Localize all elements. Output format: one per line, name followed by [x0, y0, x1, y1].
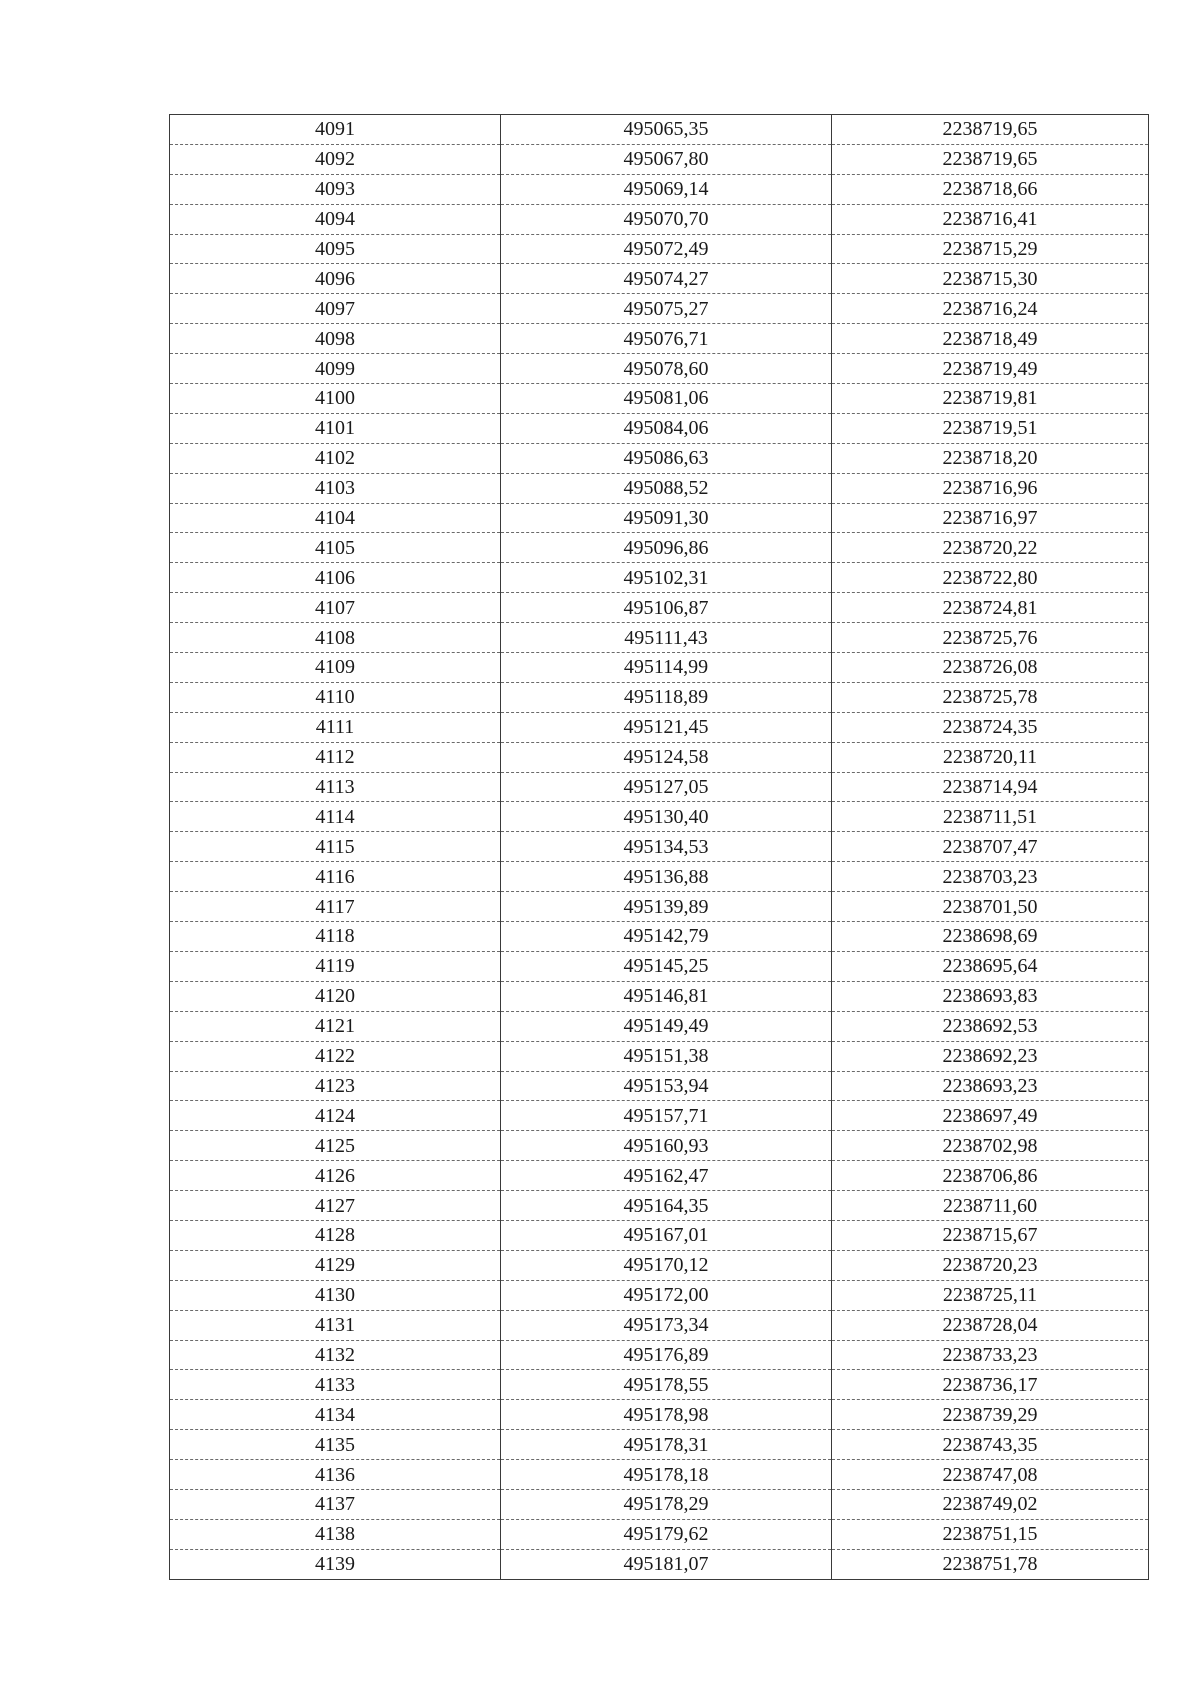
y-coordinate-cell: 2238703,23 — [832, 862, 1149, 892]
point-number-cell: 4122 — [170, 1041, 501, 1071]
x-coordinate-cell: 495178,31 — [501, 1430, 832, 1460]
table-row — [170, 354, 1149, 384]
point-number-cell: 4115 — [170, 832, 501, 862]
x-coordinate-cell: 495178,18 — [501, 1460, 832, 1490]
x-coordinate-cell: 495134,53 — [501, 832, 832, 862]
x-coordinate-cell: 495178,98 — [501, 1400, 832, 1430]
table-row — [170, 1041, 1149, 1071]
point-number-cell: 4105 — [170, 533, 501, 563]
x-coordinate-cell: 495127,05 — [501, 772, 832, 802]
x-coordinate-cell: 495142,79 — [501, 922, 832, 952]
y-coordinate-cell: 2238749,02 — [832, 1489, 1149, 1519]
point-number-cell: 4097 — [170, 294, 501, 324]
x-coordinate-cell: 495145,25 — [501, 951, 832, 981]
point-number-cell: 4138 — [170, 1519, 501, 1549]
y-coordinate-cell: 2238718,66 — [832, 174, 1149, 204]
y-coordinate-cell: 2238719,49 — [832, 354, 1149, 384]
point-number-cell: 4099 — [170, 354, 501, 384]
y-coordinate-cell: 2238726,08 — [832, 653, 1149, 683]
y-coordinate-cell: 2238715,30 — [832, 264, 1149, 294]
x-coordinate-cell: 495139,89 — [501, 892, 832, 922]
y-coordinate-cell: 2238693,83 — [832, 981, 1149, 1011]
y-coordinate-cell: 2238728,04 — [832, 1310, 1149, 1340]
y-coordinate-cell: 2238719,51 — [832, 413, 1149, 443]
point-number-cell: 4112 — [170, 742, 501, 772]
table-row — [170, 1310, 1149, 1340]
y-coordinate-cell: 2238702,98 — [832, 1131, 1149, 1161]
table-row — [170, 653, 1149, 683]
table-row — [170, 324, 1149, 354]
table-row — [170, 384, 1149, 414]
y-coordinate-cell: 2238715,67 — [832, 1220, 1149, 1250]
table-row — [170, 1131, 1149, 1161]
table-row — [170, 473, 1149, 503]
x-coordinate-cell: 495091,30 — [501, 503, 832, 533]
y-coordinate-cell: 2238720,23 — [832, 1250, 1149, 1280]
point-number-cell: 4137 — [170, 1489, 501, 1519]
x-coordinate-cell: 495076,71 — [501, 324, 832, 354]
point-number-cell: 4117 — [170, 892, 501, 922]
table-row — [170, 862, 1149, 892]
point-number-cell: 4116 — [170, 862, 501, 892]
x-coordinate-cell: 495179,62 — [501, 1519, 832, 1549]
table-row — [170, 264, 1149, 294]
x-coordinate-cell: 495172,00 — [501, 1280, 832, 1310]
x-coordinate-cell: 495167,01 — [501, 1220, 832, 1250]
point-number-cell: 4139 — [170, 1549, 501, 1579]
x-coordinate-cell: 495114,99 — [501, 653, 832, 683]
x-coordinate-cell: 495124,58 — [501, 742, 832, 772]
y-coordinate-cell: 2238711,60 — [832, 1191, 1149, 1221]
x-coordinate-cell: 495178,55 — [501, 1370, 832, 1400]
table-row — [170, 1071, 1149, 1101]
point-number-cell: 4114 — [170, 802, 501, 832]
y-coordinate-cell: 2238716,96 — [832, 473, 1149, 503]
x-coordinate-cell: 495070,70 — [501, 204, 832, 234]
point-number-cell: 4094 — [170, 204, 501, 234]
x-coordinate-cell: 495088,52 — [501, 473, 832, 503]
y-coordinate-cell: 2238725,78 — [832, 682, 1149, 712]
y-coordinate-cell: 2238719,65 — [832, 115, 1149, 145]
table-row — [170, 443, 1149, 473]
y-coordinate-cell: 2238707,47 — [832, 832, 1149, 862]
table-row — [170, 1370, 1149, 1400]
table-row — [170, 1340, 1149, 1370]
x-coordinate-cell: 495151,38 — [501, 1041, 832, 1071]
table-row — [170, 1250, 1149, 1280]
x-coordinate-cell: 495072,49 — [501, 234, 832, 264]
table-row — [170, 1280, 1149, 1310]
x-coordinate-cell: 495146,81 — [501, 981, 832, 1011]
y-coordinate-cell: 2238739,29 — [832, 1400, 1149, 1430]
point-number-cell: 4098 — [170, 324, 501, 354]
x-coordinate-cell: 495173,34 — [501, 1310, 832, 1340]
y-coordinate-cell: 2238711,51 — [832, 802, 1149, 832]
y-coordinate-cell: 2238693,23 — [832, 1071, 1149, 1101]
table-row — [170, 593, 1149, 623]
y-coordinate-cell: 2238716,24 — [832, 294, 1149, 324]
table-row — [170, 174, 1149, 204]
point-number-cell: 4096 — [170, 264, 501, 294]
y-coordinate-cell: 2238695,64 — [832, 951, 1149, 981]
point-number-cell: 4100 — [170, 384, 501, 414]
y-coordinate-cell: 2238716,41 — [832, 204, 1149, 234]
table-row — [170, 533, 1149, 563]
y-coordinate-cell: 2238718,20 — [832, 443, 1149, 473]
coordinates-table — [169, 114, 1149, 1580]
point-number-cell: 4129 — [170, 1250, 501, 1280]
x-coordinate-cell: 495065,35 — [501, 115, 832, 145]
table-row — [170, 1220, 1149, 1250]
y-coordinate-cell: 2238743,35 — [832, 1430, 1149, 1460]
table-row — [170, 712, 1149, 742]
y-coordinate-cell: 2238718,49 — [832, 324, 1149, 354]
x-coordinate-cell: 495153,94 — [501, 1071, 832, 1101]
y-coordinate-cell: 2238714,94 — [832, 772, 1149, 802]
x-coordinate-cell: 495096,86 — [501, 533, 832, 563]
point-number-cell: 4134 — [170, 1400, 501, 1430]
x-coordinate-cell: 495162,47 — [501, 1161, 832, 1191]
point-number-cell: 4107 — [170, 593, 501, 623]
x-coordinate-cell: 495106,87 — [501, 593, 832, 623]
point-number-cell: 4123 — [170, 1071, 501, 1101]
x-coordinate-cell: 495067,80 — [501, 144, 832, 174]
table-row — [170, 234, 1149, 264]
x-coordinate-cell: 495081,06 — [501, 384, 832, 414]
point-number-cell: 4103 — [170, 473, 501, 503]
x-coordinate-cell: 495118,89 — [501, 682, 832, 712]
point-number-cell: 4113 — [170, 772, 501, 802]
table-row — [170, 1191, 1149, 1221]
table-row — [170, 563, 1149, 593]
point-number-cell: 4135 — [170, 1430, 501, 1460]
point-number-cell: 4118 — [170, 922, 501, 952]
x-coordinate-cell: 495102,31 — [501, 563, 832, 593]
y-coordinate-cell: 2238720,11 — [832, 742, 1149, 772]
point-number-cell: 4131 — [170, 1310, 501, 1340]
x-coordinate-cell: 495178,29 — [501, 1489, 832, 1519]
table-row — [170, 204, 1149, 234]
x-coordinate-cell: 495078,60 — [501, 354, 832, 384]
point-number-cell: 4102 — [170, 443, 501, 473]
table-row — [170, 772, 1149, 802]
point-number-cell: 4108 — [170, 623, 501, 653]
x-coordinate-cell: 495084,06 — [501, 413, 832, 443]
point-number-cell: 4126 — [170, 1161, 501, 1191]
y-coordinate-cell: 2238733,23 — [832, 1340, 1149, 1370]
point-number-cell: 4110 — [170, 682, 501, 712]
y-coordinate-cell: 2238725,76 — [832, 623, 1149, 653]
table-row — [170, 1011, 1149, 1041]
y-coordinate-cell: 2238692,53 — [832, 1011, 1149, 1041]
point-number-cell: 4136 — [170, 1460, 501, 1490]
y-coordinate-cell: 2238698,69 — [832, 922, 1149, 952]
table-row — [170, 802, 1149, 832]
table-row — [170, 981, 1149, 1011]
point-number-cell: 4104 — [170, 503, 501, 533]
point-number-cell: 4091 — [170, 115, 501, 145]
x-coordinate-cell: 495136,88 — [501, 862, 832, 892]
y-coordinate-cell: 2238725,11 — [832, 1280, 1149, 1310]
point-number-cell: 4130 — [170, 1280, 501, 1310]
y-coordinate-cell: 2238701,50 — [832, 892, 1149, 922]
y-coordinate-cell: 2238722,80 — [832, 563, 1149, 593]
table-row — [170, 832, 1149, 862]
x-coordinate-cell: 495164,35 — [501, 1191, 832, 1221]
y-coordinate-cell: 2238715,29 — [832, 234, 1149, 264]
y-coordinate-cell: 2238751,15 — [832, 1519, 1149, 1549]
x-coordinate-cell: 495157,71 — [501, 1101, 832, 1131]
y-coordinate-cell: 2238720,22 — [832, 533, 1149, 563]
point-number-cell: 4120 — [170, 981, 501, 1011]
point-number-cell: 4127 — [170, 1191, 501, 1221]
table-row — [170, 892, 1149, 922]
table-row — [170, 922, 1149, 952]
table-row — [170, 1161, 1149, 1191]
point-number-cell: 4124 — [170, 1101, 501, 1131]
point-number-cell: 4101 — [170, 413, 501, 443]
table-row — [170, 503, 1149, 533]
x-coordinate-cell: 495069,14 — [501, 174, 832, 204]
y-coordinate-cell: 2238716,97 — [832, 503, 1149, 533]
y-coordinate-cell: 2238724,81 — [832, 593, 1149, 623]
table-row — [170, 951, 1149, 981]
x-coordinate-cell: 495130,40 — [501, 802, 832, 832]
x-coordinate-cell: 495086,63 — [501, 443, 832, 473]
point-number-cell: 4119 — [170, 951, 501, 981]
table-row — [170, 1101, 1149, 1131]
table-row — [170, 1460, 1149, 1490]
y-coordinate-cell: 2238736,17 — [832, 1370, 1149, 1400]
point-number-cell: 4092 — [170, 144, 501, 174]
point-number-cell: 4106 — [170, 563, 501, 593]
x-coordinate-cell: 495111,43 — [501, 623, 832, 653]
table-row — [170, 115, 1149, 145]
table-row — [170, 294, 1149, 324]
coordinates-table-body — [170, 115, 1149, 1580]
table-row — [170, 1430, 1149, 1460]
point-number-cell: 4132 — [170, 1340, 501, 1370]
y-coordinate-cell: 2238724,35 — [832, 712, 1149, 742]
table-row — [170, 144, 1149, 174]
x-coordinate-cell: 495181,07 — [501, 1549, 832, 1579]
table-row — [170, 1549, 1149, 1579]
y-coordinate-cell: 2238706,86 — [832, 1161, 1149, 1191]
point-number-cell: 4125 — [170, 1131, 501, 1161]
point-number-cell: 4111 — [170, 712, 501, 742]
point-number-cell: 4093 — [170, 174, 501, 204]
x-coordinate-cell: 495149,49 — [501, 1011, 832, 1041]
x-coordinate-cell: 495170,12 — [501, 1250, 832, 1280]
point-number-cell: 4121 — [170, 1011, 501, 1041]
y-coordinate-cell: 2238751,78 — [832, 1549, 1149, 1579]
y-coordinate-cell: 2238697,49 — [832, 1101, 1149, 1131]
y-coordinate-cell: 2238719,65 — [832, 144, 1149, 174]
x-coordinate-cell: 495121,45 — [501, 712, 832, 742]
y-coordinate-cell: 2238692,23 — [832, 1041, 1149, 1071]
x-coordinate-cell: 495075,27 — [501, 294, 832, 324]
table-row — [170, 413, 1149, 443]
x-coordinate-cell: 495160,93 — [501, 1131, 832, 1161]
table-row — [170, 1489, 1149, 1519]
point-number-cell: 4095 — [170, 234, 501, 264]
x-coordinate-cell: 495176,89 — [501, 1340, 832, 1370]
table-row — [170, 1519, 1149, 1549]
x-coordinate-cell: 495074,27 — [501, 264, 832, 294]
table-row — [170, 682, 1149, 712]
y-coordinate-cell: 2238719,81 — [832, 384, 1149, 414]
point-number-cell: 4133 — [170, 1370, 501, 1400]
y-coordinate-cell: 2238747,08 — [832, 1460, 1149, 1490]
point-number-cell: 4109 — [170, 653, 501, 683]
table-row — [170, 742, 1149, 772]
table-row — [170, 1400, 1149, 1430]
table-row — [170, 623, 1149, 653]
point-number-cell: 4128 — [170, 1220, 501, 1250]
